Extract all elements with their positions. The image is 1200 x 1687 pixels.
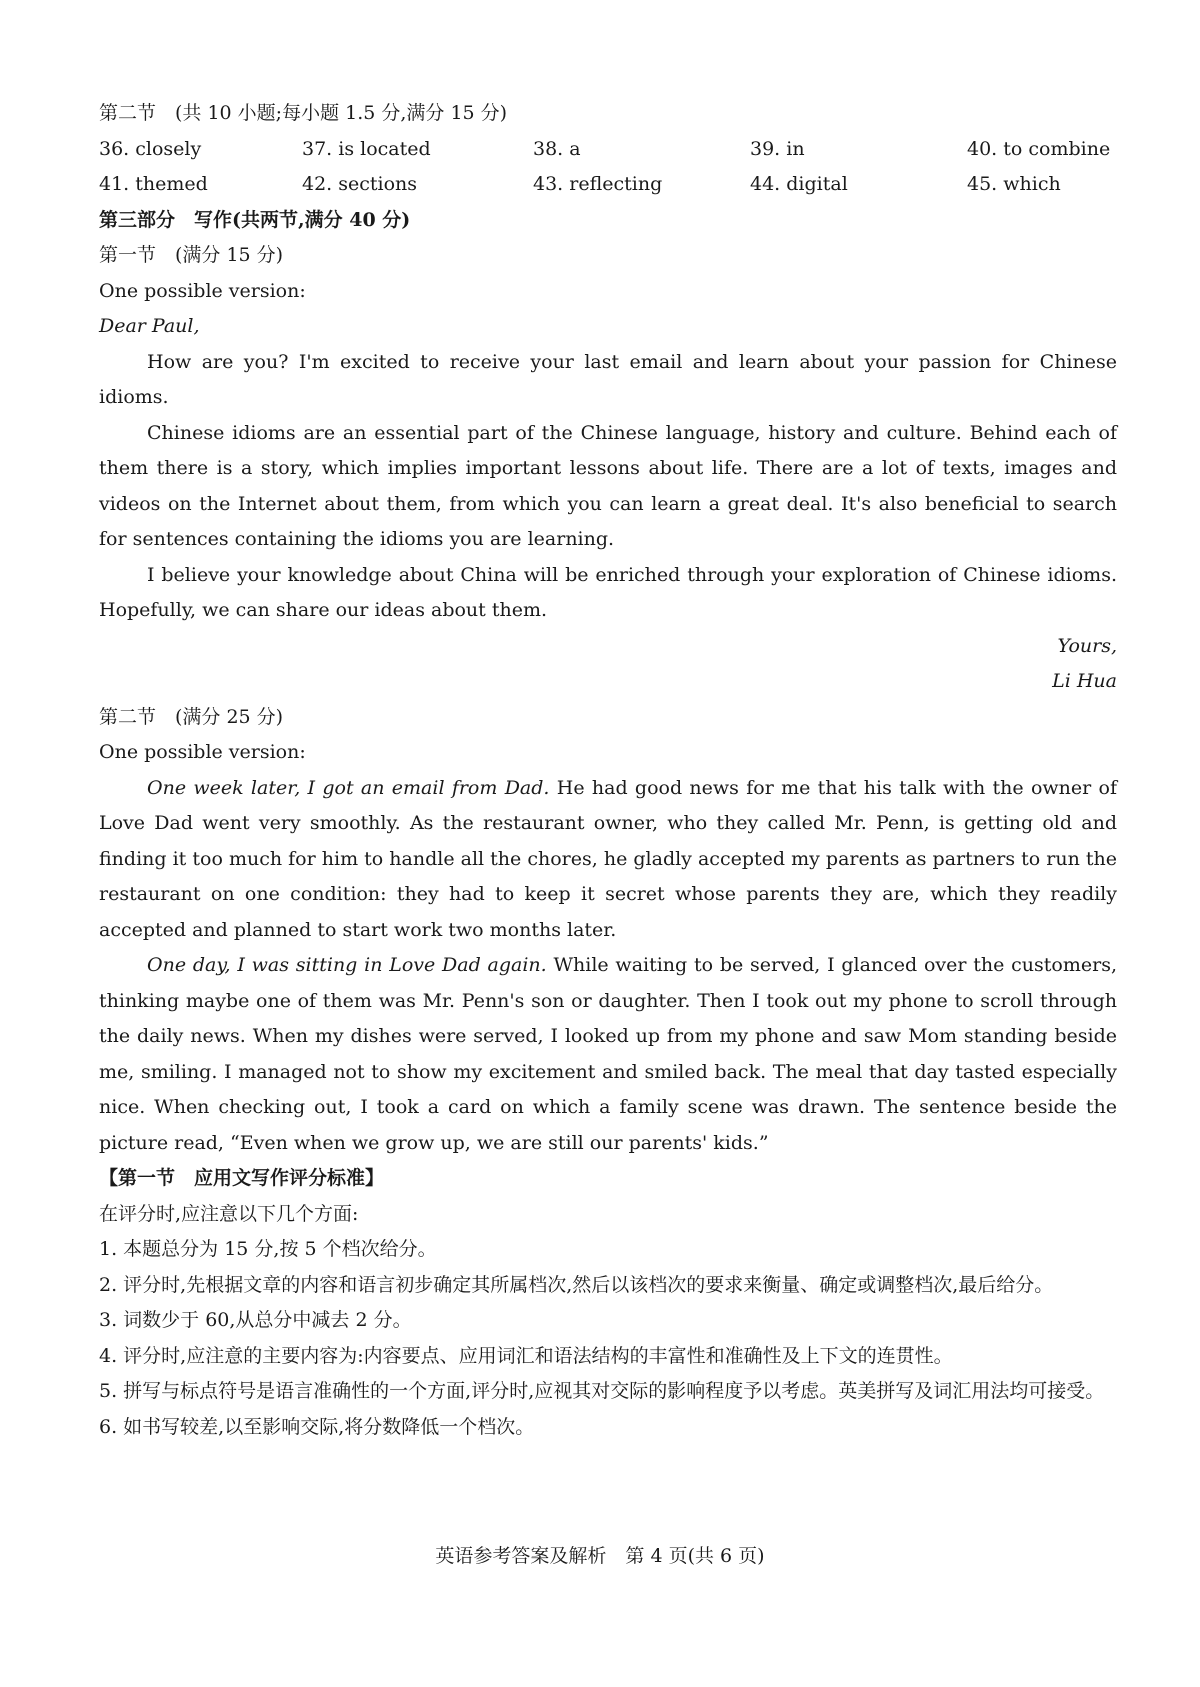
letter-greeting: Dear Paul,	[99, 315, 200, 337]
section2-heading: 第二节 (共 10 小题;每小题 1.5 分,满分 15 分)	[99, 102, 508, 124]
story-paragraph-1-body: He had good news for me that his talk with the owner of Love Dad went very smoothly. As the restaurant owner, who they called Mr. Penn, is getting old and finding it too much for him to handle all the chores, he gladly accepted my parents as partners to run the restaurant on one condition: they had to keep it secret whose parents they are, which they readily accepted and planned to start work two months later.	[99, 776, 1117, 941]
writing2-version-label: One possible version:	[99, 741, 306, 763]
answer-45: 45. which	[967, 173, 1061, 195]
answer-41: 41. themed	[99, 173, 208, 195]
story-paragraph-1-lead: One week later, I got an email from Dad.	[147, 776, 550, 799]
answer-page	[99, 96, 1117, 1445]
story-paragraph-1	[99, 771, 1117, 949]
answers-row-2	[99, 167, 1117, 203]
answer-42: 42. sections	[302, 173, 418, 195]
criteria-heading: 【第一节 应用文写作评分标准】	[99, 1167, 385, 1189]
answer-37: 37. is located	[302, 137, 431, 160]
criteria-item-3: 3. 词数少于 60,从总分中减去 2 分。	[99, 1309, 412, 1331]
criteria-item-4: 4. 评分时,应注意的主要内容为:内容要点、应用词汇和语法结构的丰富性和准确性及上下文的连贯性。	[99, 1344, 953, 1367]
story-paragraph-2	[99, 948, 1117, 1161]
criteria-intro: 在评分时,应注意以下几个方面:	[99, 1202, 359, 1225]
answer-40: 40. to combine	[967, 137, 1111, 160]
letter-paragraph-1: How are you? I'm excited to receive your last email and learn about your passion for Chinese idioms.	[99, 350, 1117, 408]
letter-closing: Yours,	[1057, 634, 1117, 657]
story-paragraph-2-lead: One day, I was sitting in Love Dad again.	[147, 954, 547, 976]
writing1-version-label: One possible version:	[99, 279, 306, 302]
answer-43: 43. reflecting	[533, 173, 663, 195]
page-footer: 英语参考答案及解析 第 4 页(共 6 页)	[435, 1545, 765, 1567]
answer-38: 38. a	[533, 137, 581, 160]
answer-39: 39. in	[750, 137, 805, 160]
criteria-item-1: 1. 本题总分为 15 分,按 5 个档次给分。	[99, 1238, 437, 1260]
answer-44: 44. digital	[750, 173, 848, 195]
answers-row-1	[99, 132, 1117, 168]
answer-36: 36. closely	[99, 137, 202, 160]
criteria-item-5: 5. 拼写与标点符号是语言准确性的一个方面,评分时,应视其对交际的影响程度予以考虑。英美拼写及词汇用法均可接受。	[99, 1380, 1105, 1402]
story-paragraph-2-body: While waiting to be served, I glanced over the customers, thinking maybe one of them was Mr. Penn's son or daughter. Then I took out my phone to scroll through the daily news. When my dishes were served, I looked up from my phone and saw Mom standing beside me, smiling. I managed not to show my excitement and smiled back. The meal that day tasted especially nice. When checking out, I took a card on which a family scene was drawn. The sentence beside the picture read, “Even when we grow up, we are still our parents' kids.”	[99, 954, 1117, 1154]
writing1-heading: 第一节 (满分 15 分)	[99, 244, 284, 266]
criteria-item-6: 6. 如书写较差,以至影响交际,将分数降低一个档次。	[99, 1415, 535, 1438]
criteria-item-2: 2. 评分时,先根据文章的内容和语言初步确定其所属档次,然后以该档次的要求来衡量、确定或调整档次,最后给分。	[99, 1273, 1054, 1296]
letter-paragraph-2: Chinese idioms are an essential part of the Chinese language, history and culture. Behind each of them there is a story, which implies important lessons about life. There are a lot of texts, images and videos on the Internet about them, from which you can learn a great deal. It's also beneficial to search for sentences containing the idioms you are learning.	[99, 421, 1117, 550]
writing2-heading: 第二节 (满分 25 分)	[99, 705, 284, 728]
part3-heading: 第三部分 写作(共两节,满分 40 分)	[99, 208, 411, 231]
letter-signature: Li Hua	[1052, 670, 1117, 692]
letter-paragraph-3: I believe your knowledge about China will be enriched through your exploration of Chinese idioms. Hopefully, we can share our ideas about them.	[99, 563, 1117, 621]
